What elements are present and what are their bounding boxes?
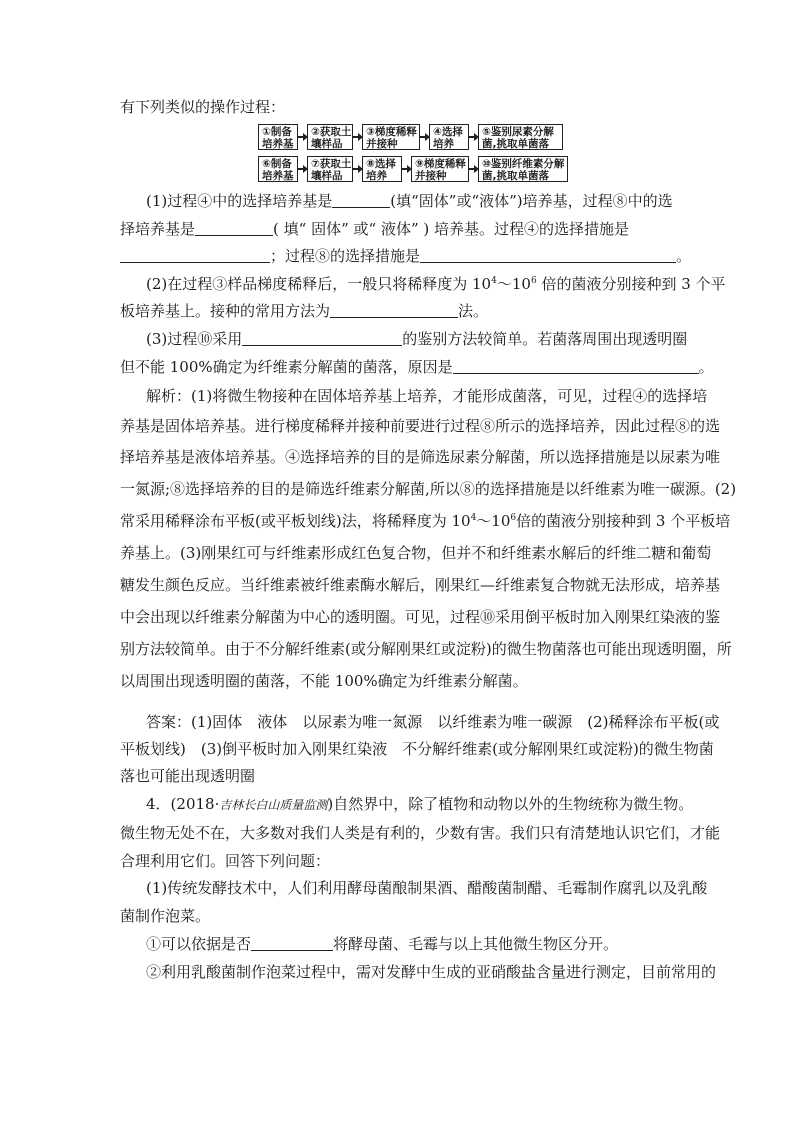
answer-blank[interactable]	[120, 248, 270, 263]
flow-step-7: ⑦获取土 壤样品	[307, 156, 353, 182]
flow-arrow	[420, 136, 428, 138]
question-4-line-7: ②利用乳酸菌制作泡菜过程中，需对发酵中生成的亚硝酸盐含量进行测定，目前常用的	[146, 963, 717, 981]
analysis-line: 中会出现以纤维素分解菌为中心的透明圈。可见，过程⑩采用倒平板时加入刚果红染液的鉴	[120, 608, 721, 626]
flow-diagram-row-1	[258, 124, 578, 154]
flow-step-1: ①制备 培养基	[258, 124, 298, 150]
answer-line: 答案：(1)固体 液体 以尿素为唯一氮源 以纤维素为唯一碳源 (2)稀释涂布平板(或	[146, 713, 720, 731]
answer-blank[interactable]	[195, 221, 273, 236]
analysis-line: 糖发生颜色反应。当纤维素被纤维素酶水解后，刚果红—纤维素复合物就无法形成，培养基	[120, 576, 721, 594]
question-4-line-3: 合理利用它们。回答下列问题：	[120, 852, 331, 870]
flow-arrow	[353, 136, 361, 138]
answer-blank[interactable]	[453, 359, 699, 374]
answer-blank[interactable]	[242, 331, 402, 346]
answer-blank[interactable]	[251, 936, 333, 951]
analysis-line: 常采用稀释涂布平板(或平板划线)法，将稀释度为 $10^4\sim 10^6$倍的菌液分别接种到 3 个平板培	[120, 512, 731, 530]
flow-arrow	[469, 136, 477, 138]
flow-arrow	[402, 168, 410, 170]
flow-step-4: ④选择 培养	[429, 124, 469, 150]
analysis-line: 以周围出现透明圈的菌落，不能 100%确定为纤维素分解菌。	[120, 672, 528, 690]
question-1-line-2: 择培养基是 ( 填“ 固体” 或“ 液体” ) 培养基。过程④的选择措施是	[120, 220, 630, 238]
analysis-line: 一氮源;⑧选择培养的目的是筛选纤维素分解菌,所以⑧的选择措施是以纤维素为唯一碳源。(2)	[120, 480, 737, 498]
answer-blank[interactable]	[332, 193, 390, 208]
flow-arrow	[298, 168, 306, 170]
intro-text: 有下列类似的操作过程：	[120, 98, 286, 116]
question-3-line-2: 但不能 100%确定为纤维素分解菌的菌落，原因是 。	[120, 358, 714, 376]
flow-arrow	[298, 136, 306, 138]
question-4-line-6: ①可以依据是否 将酵母菌、毛霉与以上其他微生物区分开。	[146, 935, 619, 953]
flow-step-3: ③梯度稀释 并接种	[362, 124, 420, 150]
flow-step-9: ⑨梯度稀释 并接种	[411, 156, 469, 182]
source-label: 吉林长白山质量监测	[219, 798, 328, 812]
question-4-line-5: 菌制作泡菜。	[120, 907, 211, 925]
answer-line: 落也可能出现透明圈	[120, 767, 256, 785]
analysis-line: 养基上。(3)刚果红可与纤维素形成红色复合物，但并不和纤维素水解后的纤维二糖和葡萄	[120, 544, 712, 562]
answer-blank[interactable]	[330, 303, 458, 318]
flow-step-10: ⑩鉴别纤维素分解 菌,挑取单菌落	[478, 156, 568, 182]
question-2-line-1: (2)在过程③样品梯度稀释后，一般只将稀释度为 $10^4\sim 10^6$ 倍的菌液分别接种到 3 个平	[146, 275, 726, 293]
question-1-line-3: ；过程⑧的选择措施是 。	[120, 245, 691, 266]
flow-step-8: ⑧选择 培养	[362, 156, 402, 182]
flow-arrow	[353, 168, 361, 170]
analysis-line: 别方法较简单。由于不分解纤维素(或分解刚果红或淀粉)的微生物菌落也可能出现透明圈，所	[120, 640, 732, 658]
question-4-line-4: (1)传统发酵技术中，人们利用酵母菌酿制果酒、醋酸菌制醋、毛霉制作腐乳以及乳酸	[146, 879, 708, 897]
flow-diagram-row-2	[258, 156, 578, 186]
answer-line: 平板划线) (3)倒平板时加入刚果红染液 不分解纤维素(或分解刚果红或淀粉)的微生物菌	[120, 740, 714, 758]
question-2-line-2: 板培养基上。接种的常用方法为 法。	[120, 302, 489, 320]
analysis-line: 择培养基是液体培养基。④选择培养的目的是筛选尿素分解菌，所以选择措施是以尿素为唯	[120, 448, 721, 466]
question-4-line-2: 微生物无处不在，大多数对我们人类是有利的，少数有害。我们只有清楚地认识它们，才能	[120, 824, 721, 842]
flow-step-5: ⑤鉴别尿素分解 菌,挑取单菌落	[478, 124, 563, 150]
answer-blank[interactable]	[420, 248, 676, 263]
question-1-line-1: (1)过程④中的选择培养基是 (填“固体”或“液体”)培养基，过程⑧中的选	[146, 192, 673, 210]
question-4-line-1: 4．(2018·吉林长白山质量监测)自然界中，除了植物和动物以外的生物统称为微生物。	[146, 795, 694, 813]
flow-arrow	[469, 168, 477, 170]
flow-step-6: ⑥制备 培养基	[258, 156, 298, 182]
analysis-line: 养基是固体培养基。进行梯度稀释并接种前要进行过程⑧所示的选择培养，因此过程⑧的选	[120, 417, 721, 435]
flow-step-2: ②获取土 壤样品	[307, 124, 353, 150]
question-3-line-1: (3)过程⑩采用 的鉴别方法较简单。若菌落周围出现透明圈	[146, 330, 688, 348]
analysis-line: 解析：(1)将微生物接种在固体培养基上培养，才能形成菌落，可见，过程④的选择培	[146, 387, 708, 405]
